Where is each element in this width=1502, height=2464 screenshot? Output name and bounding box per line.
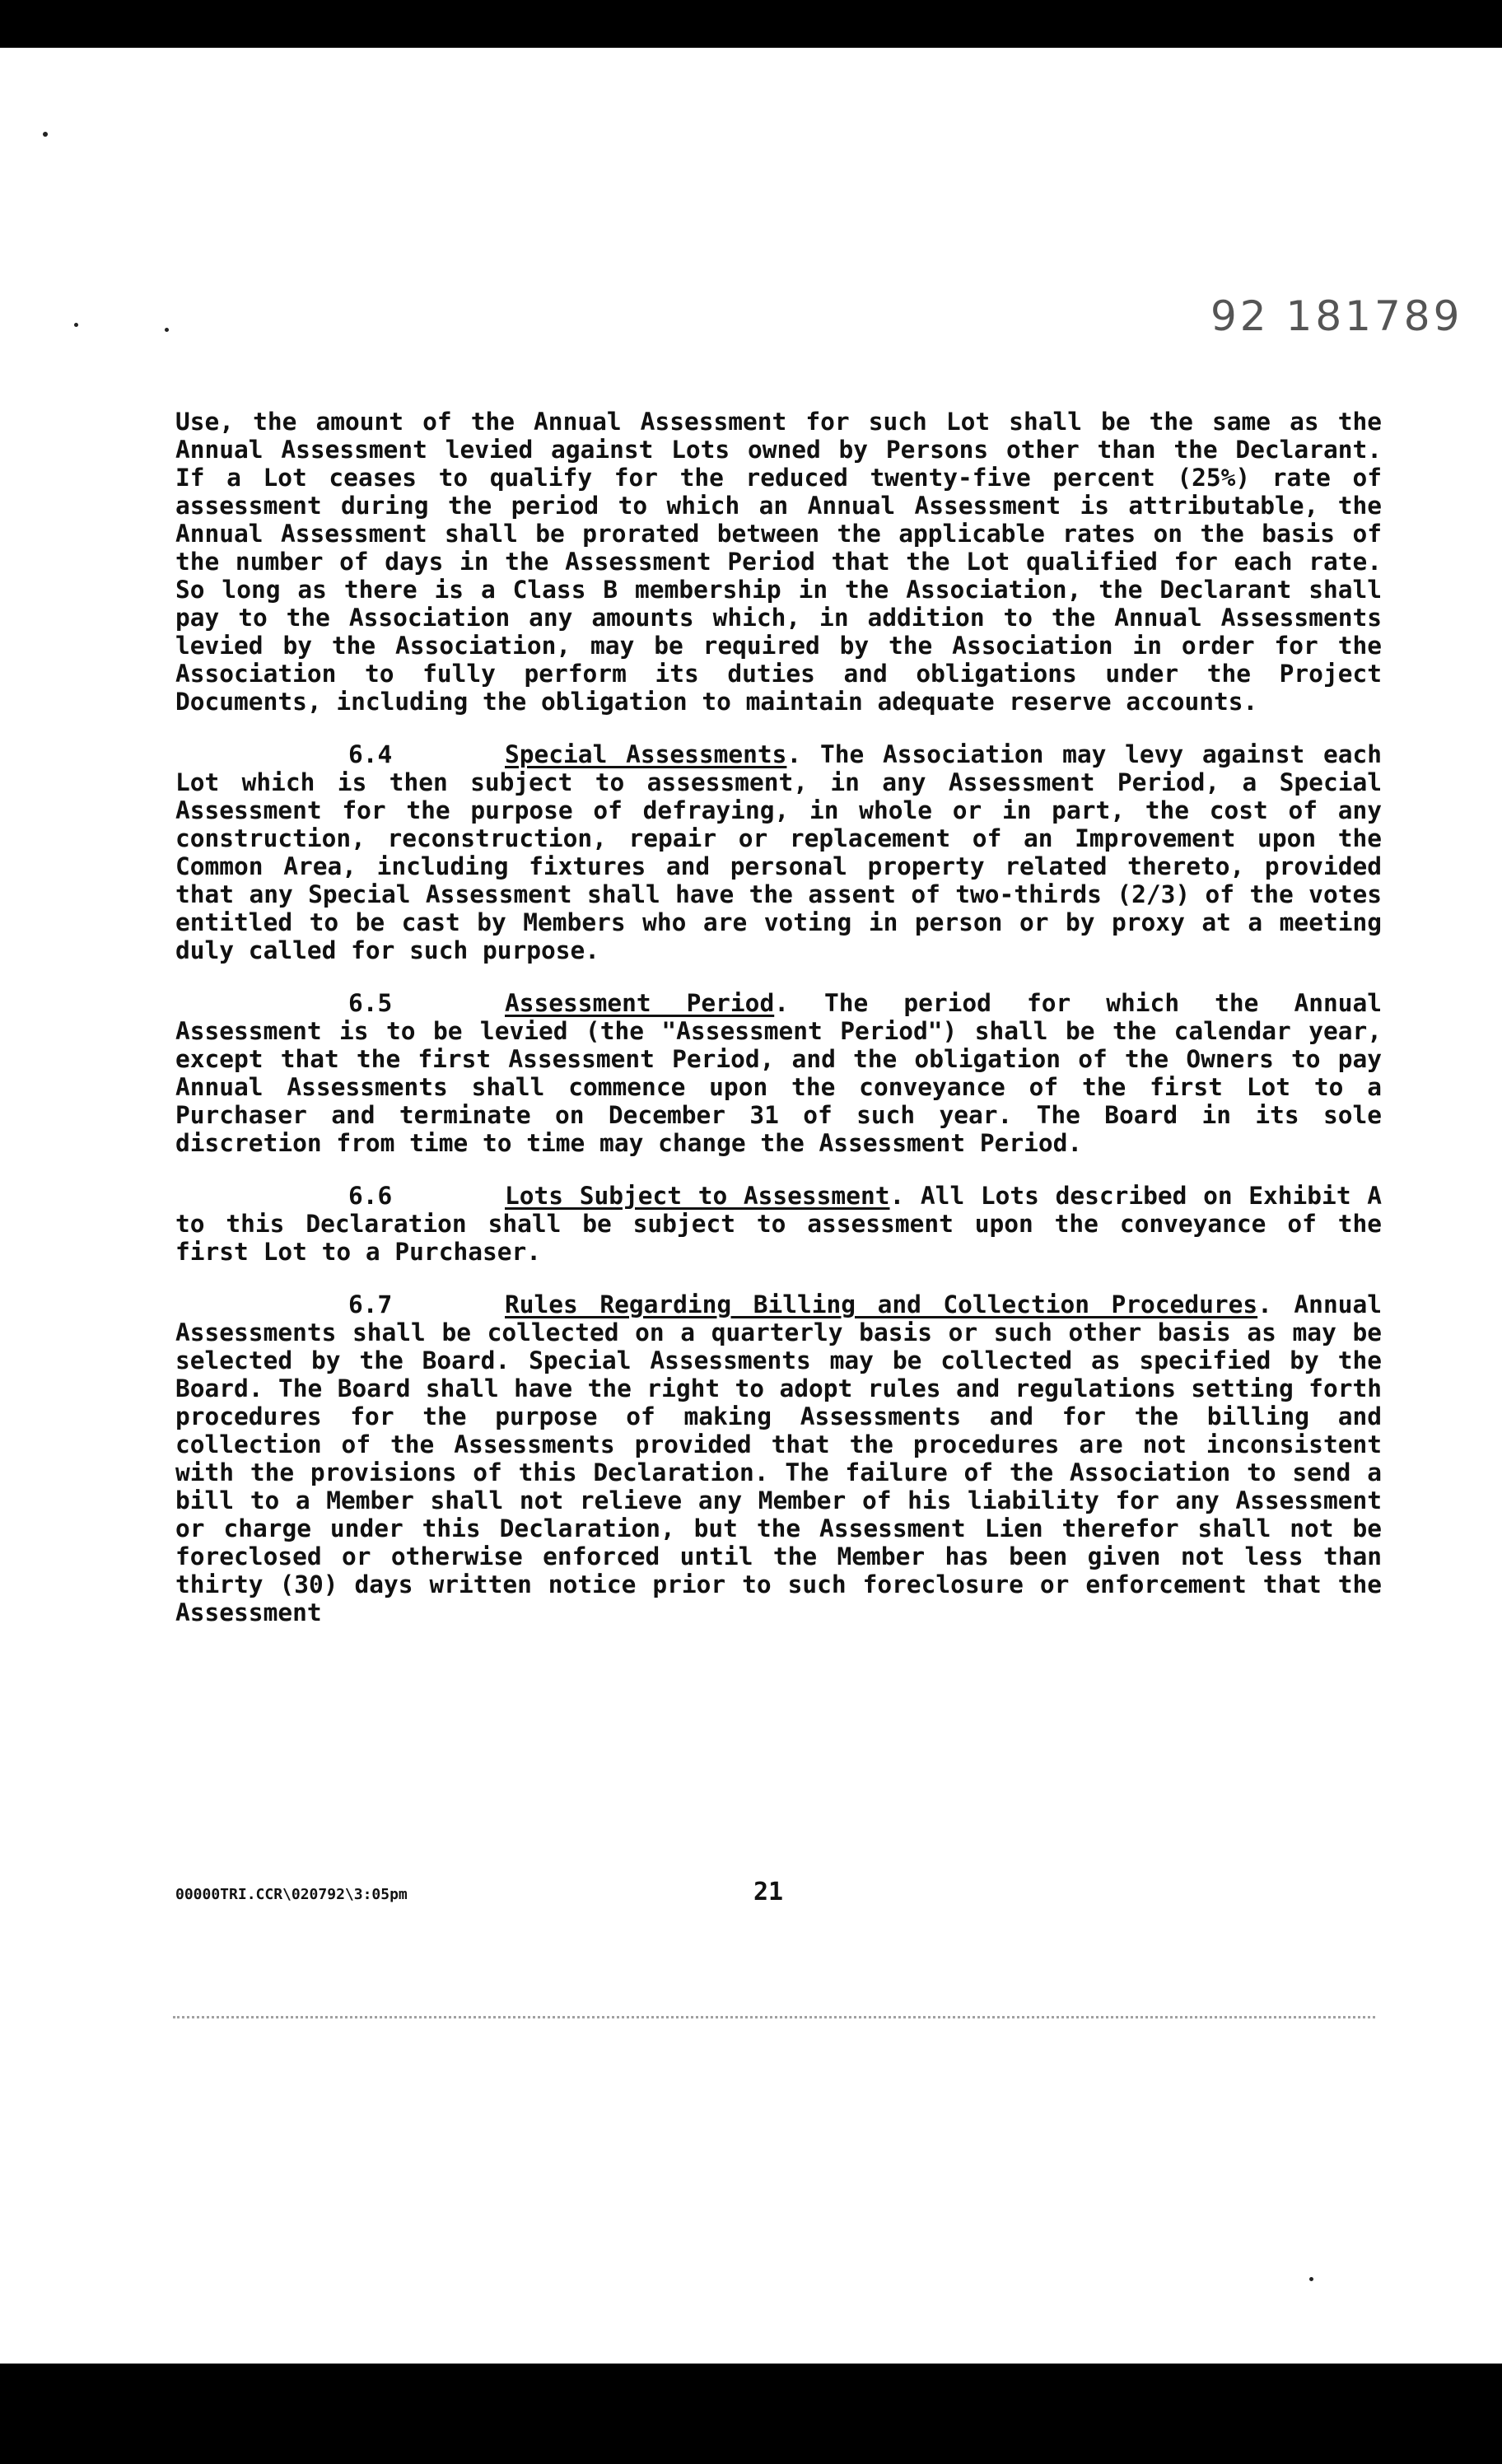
section-text: The Association may levy against each Lot which is then subject to assessment, in any Assessment Period, a Special Assessment for the purpose of defraying, in whole or in part, the cost of any construction, reconstruction, repair or replacement of an Improvement upon the Common Area, including fixtures and personal property related thereto, provided that any Special Assessment shall have the assent of two-thirds (2/3) of the votes entitled to be cast by Members who are voting in person or by proxy at a meeting duly called for such purpose. <box>175 740 1383 964</box>
scan-top-border <box>0 0 1502 48</box>
section-heading: Lots Subject to Assessment <box>505 1182 890 1210</box>
section-text: Annual Assessments shall be collected on a quarterly basis or such other basis as may be selected by the Board. Special Assessments may be collected as specified by the Board. The Board shall have the right to adopt rules and regulations setting forth procedures for the purpose of making Assessments and for the billing and collection of the Assessments provided that the procedures are not inconsistent with the provisions of this Declaration. The failure of the Association to send a bill to a Member shall not relieve any Member of his liability for any Assessment or charge under this Declaration, but the Assessment Lien therefor shall not be foreclosed or otherwise enforced until the Member has been given not less than thirty (30) days written notice prior to such foreclosure or enforcement that the Assessment <box>175 1290 1382 1626</box>
section-heading: Special Assessments <box>505 740 787 768</box>
section-text: All Lots described on Exhibit A to this Declaration shall be subject to assessment upon the conveyance of the first Lot to a Purchaser. <box>175 1182 1383 1266</box>
section-6-7: 6.7 Rules Regarding Billing and Collection Procedures. Annual Assessments shall be collected on a quarterly basis or such other basis as may be selected by the Board. Special Assessments may be collected as specified by the Board. The Board shall have the right to adopt rules and regulations setting forth procedures for the purpose of making Assessments and for the billing and collection of the Assessments provided that the procedures are not inconsistent with the provisions of this Declaration. The failure of the Association to send a bill to a Member shall not relieve any Member of his liability for any Assessment or charge under this Declaration, but the Assessment Lien therefor shall not be foreclosed or otherwise enforced until the Member has been given not less than thirty (30) days written notice prior to such foreclosure or enforcement that the Assessment <box>175 1290 1382 1626</box>
paragraph-text: Use, the amount of the Annual Assessment for such Lot shall be the same as the Annual Assessment levied against Lots owned by Persons other than the Declarant. If a Lot ceases to qualify for the reduced twenty-five percent (25%) rate of assessment during the period to which an Annual Assessment is attributable, the Annual Assessment shall be prorated between the applicable rates on the basis of the number of days in the Assessment Period that the Lot qualified for each rate. So long as there is a Class B membership in the Association, the Declarant shall pay to the Association any amounts which, in addition to the Annual Assessments levied by the Association, may be required by the Association in order for the Association to fully perform its duties and obligations under the Project Documents, including the obligation to maintain adequate reserve accounts. <box>175 408 1382 716</box>
scan-speck <box>165 328 169 332</box>
scan-speck <box>1309 2277 1313 2281</box>
paragraph-continuation <box>175 408 1382 716</box>
section-heading: Assessment Period <box>505 989 775 1017</box>
document-body <box>175 408 1382 1651</box>
scan-bottom-border <box>0 2364 1502 2464</box>
section-number: 6.4 <box>348 740 393 768</box>
section-number: 6.5 <box>348 989 393 1017</box>
section-6-4: 6.4 Special Assessments. The Association may levy against each Lot which is then subject to assessment, in any Assessment Period, a Special Assessment for the purpose of defraying, in whole or in part, the cost of any construction, reconstruction, repair or replacement of an Improvement upon the Common Area, including fixtures and personal property related thereto, provided that any Special Assessment shall have the assent of two-thirds (2/3) of the votes entitled to be cast by Members who are voting in person or by proxy at a meeting duly called for such purpose. <box>175 740 1383 964</box>
file-reference: 00000TRI.CCR\020792\3:05pm <box>175 1886 408 1903</box>
recording-number: 92 181789 <box>1210 292 1463 340</box>
section-heading: Rules Regarding Billing and Collection Procedures <box>505 1290 1258 1318</box>
section-6-5: 6.5 Assessment Period. The period for which the Annual Assessment is to be levied (the "Assessment Period") shall be the calendar year, except that the first Assessment Period, and the obligation of the Owners to pay Annual Assessments shall commence upon the conveyance of the first Lot to a Purchaser and terminate on December 31 of such year. The Board in its sole discretion from time to time may change the Assessment Period. <box>175 989 1383 1157</box>
section-number: 6.7 <box>348 1290 393 1318</box>
section-6-6: 6.6 Lots Subject to Assessment. All Lots described on Exhibit A to this Declaration shall be subject to assessment upon the conveyance of the first Lot to a Purchaser. <box>175 1182 1383 1266</box>
scan-artifact-line <box>173 2016 1375 2018</box>
section-number: 6.6 <box>348 1182 393 1210</box>
scan-speck <box>74 323 78 327</box>
section-text: The period for which the Annual Assessment is to be levied (the "Assessment Period") shall be the calendar year, except that the first Assessment Period, and the obligation of the Owners to pay Annual Assessments shall commence upon the conveyance of the first Lot to a Purchaser and terminate on December 31 of such year. The Board in its sole discretion from time to time may change the Assessment Period. <box>175 989 1383 1157</box>
scan-speck <box>43 132 48 137</box>
page-number: 21 <box>753 1878 784 1906</box>
